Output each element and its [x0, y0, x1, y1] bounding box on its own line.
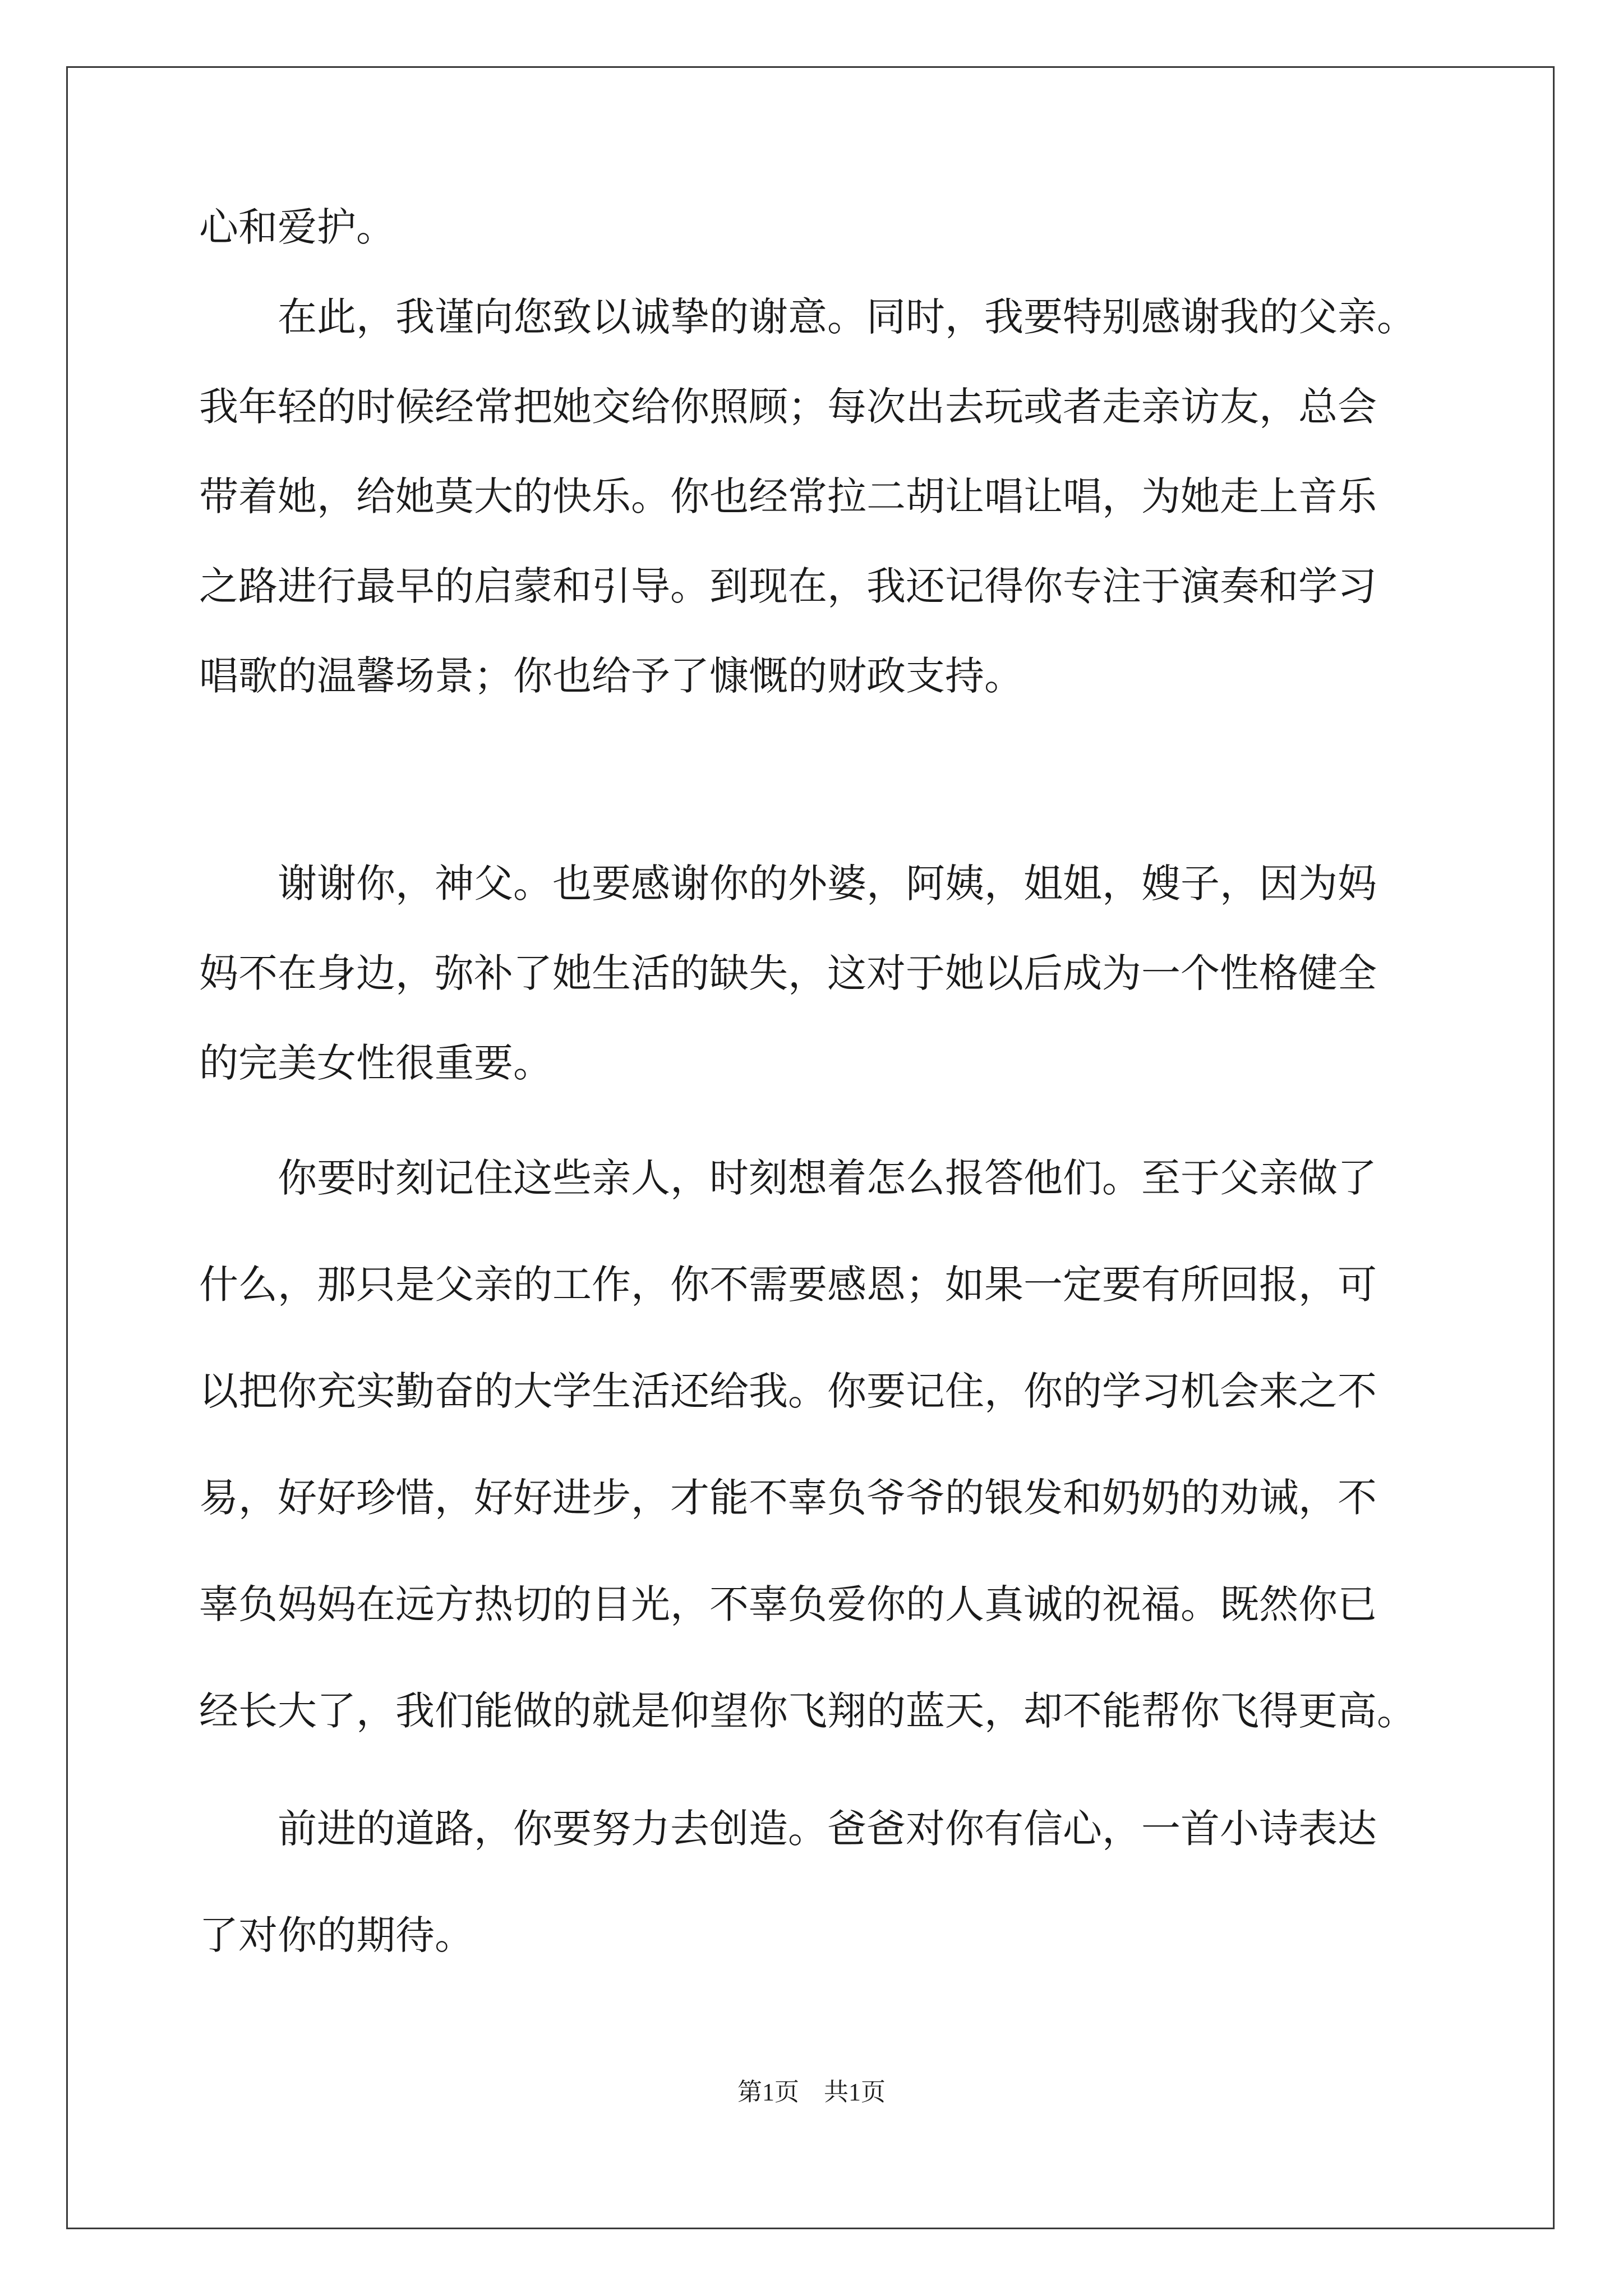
page-footer: 第1页 共1页: [737, 2078, 886, 2106]
text-line: 易，好好珍惜，好好进步，才能不辜负爷爷的银发和奶奶的劝诫，不: [199, 1475, 1377, 1521]
text-line: 我年轻的时候经常把她交给你照顾；每次出去玩或者走亲访友，总会: [199, 384, 1377, 430]
text-line: 心和爱护。: [199, 204, 395, 250]
text-line: 带着她，给她莫大的快乐。你也经常拉二胡让唱让唱，为她走上音乐: [199, 473, 1377, 519]
text-line: 了对你的期待。: [199, 1912, 474, 1958]
text-line: 唱歌的温馨场景；你也给予了慷慨的财政支持。: [199, 653, 1023, 699]
text-line: 的完美女性很重要。: [199, 1040, 552, 1086]
paragraph-first-line: 谢谢你，神父。也要感谢你的外婆，阿姨，姐姐，嫂子，因为妈: [278, 861, 1377, 907]
text-line: 妈不在身边，弥补了她生活的缺失，这对于她以后成为一个性格健全: [199, 950, 1377, 996]
text-line: 经长大了，我们能做的就是仰望你飞翔的蓝天，却不能帮你飞得更高。: [199, 1688, 1416, 1734]
paragraph-first-line: 你要时刻记住这些亲人，时刻想着怎么报答他们。至于父亲做了: [278, 1155, 1377, 1201]
text-line: 辜负妈妈在远方热切的目光，不辜负爱你的人真诚的祝福。既然你已: [199, 1581, 1377, 1627]
text-line: 之路进行最早的启蒙和引导。到现在，我还记得你专注于演奏和学习: [199, 563, 1377, 609]
text-line: 以把你充实勤奋的大学生活还给我。你要记住，你的学习机会来之不: [199, 1368, 1377, 1414]
paragraph-first-line: 在此，我谨向您致以诚挚的谢意。同时，我要特别感谢我的父亲。: [278, 294, 1416, 340]
paragraph-first-line: 前进的道路，你要努力去创造。爸爸对你有信心，一首小诗表达: [278, 1806, 1377, 1852]
text-line: 什么，那只是父亲的工作，你不需要感恩；如果一定要有所回报，可: [199, 1262, 1377, 1308]
